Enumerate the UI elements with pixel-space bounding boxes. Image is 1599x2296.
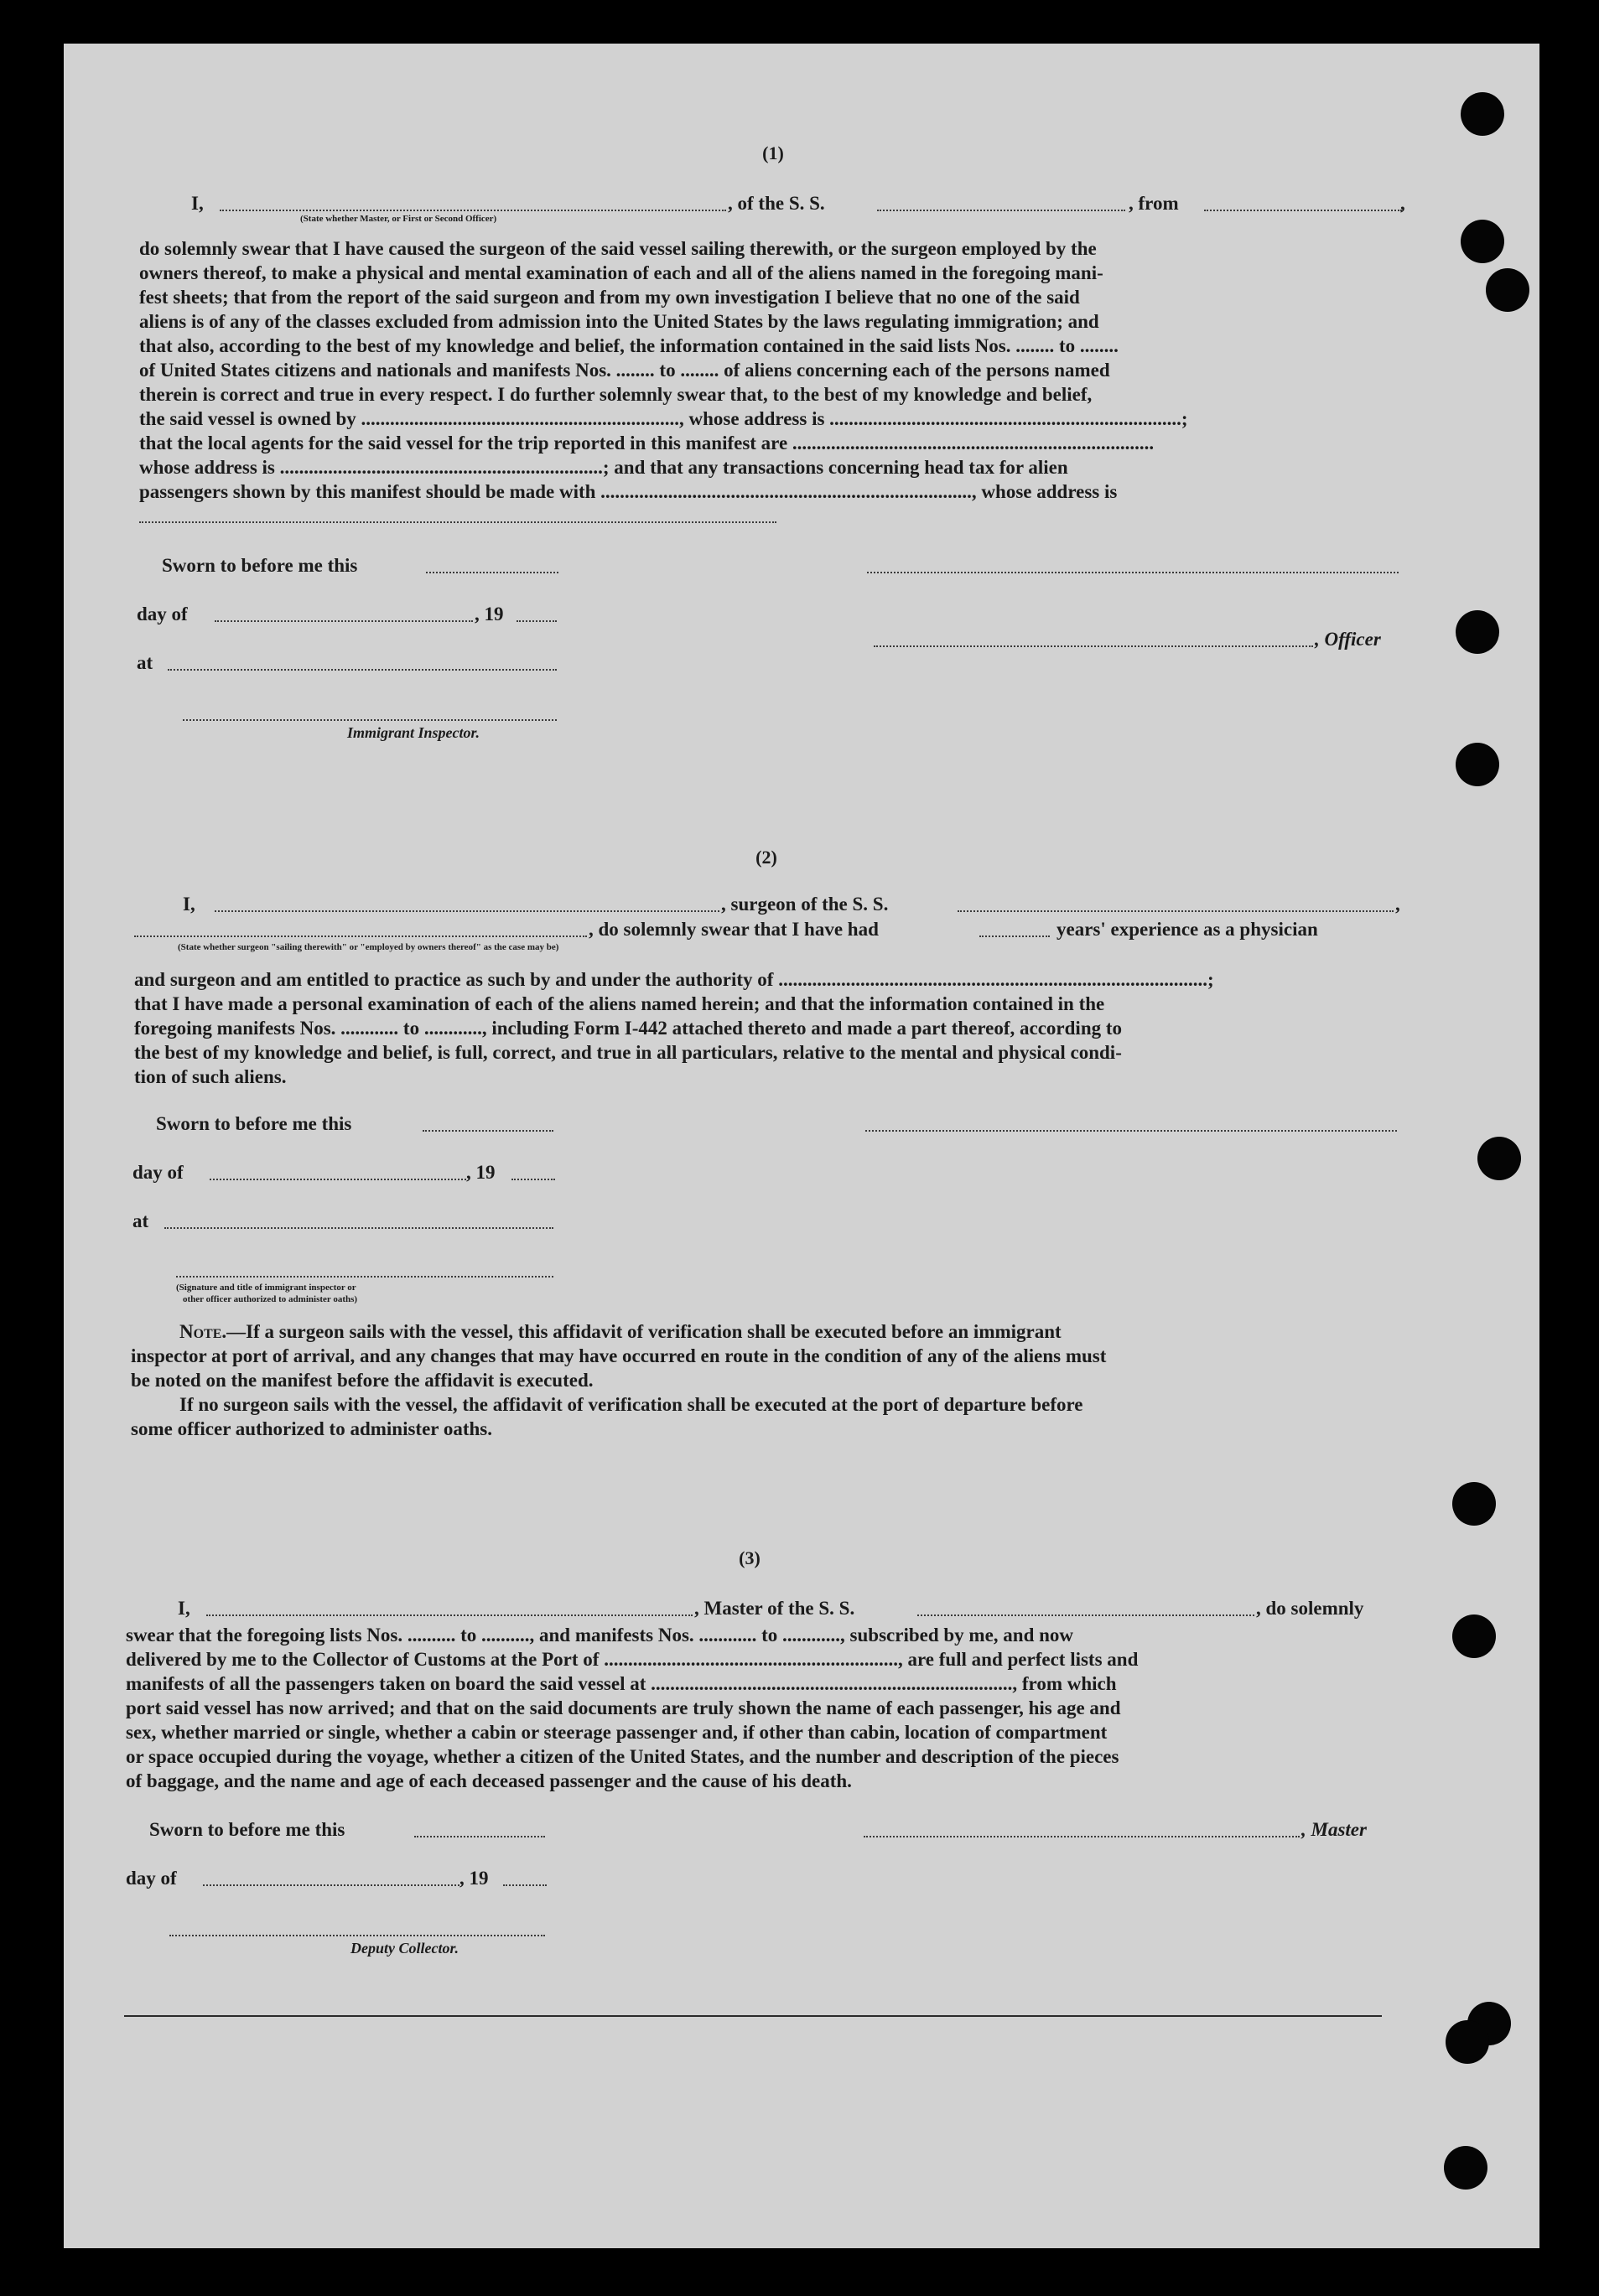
punch-hole [1477,1137,1521,1180]
section-3-line: manifests of all the passengers taken on board the said vessel at ..........................................................................., from which [126,1673,1117,1694]
note-first-line [131,1319,1397,1344]
section-1-line: the said vessel is owned by .................................................................., whose address is .........................................................................; [139,408,1188,429]
year-blank [517,620,557,622]
section-2-line: and surgeon and am entitled to practice as such by and under the authority of .........................................................................................; [134,969,1214,990]
year-label: , 19 [459,1868,489,1889]
swear-label: , do solemnly swear that I have had [589,919,879,940]
sworn-label: Sworn to before me this [162,555,358,576]
year-blank [511,1179,555,1180]
punch-hole [1461,92,1504,136]
at-blank [168,669,557,671]
punch-hole [1452,1482,1496,1526]
note-line: be noted on the manifest before the affidavit is executed. [131,1370,594,1391]
year-label: , 19 [466,1162,496,1183]
inspector-signature-blank [183,719,557,721]
punch-hole [1444,2146,1487,2190]
section-2-number: (2) [755,847,777,868]
section-1-line: of United States citizens and nationals and manifests Nos. ........ to ........ of aliens concerning each of the persons named [139,360,1110,381]
section-3-line: or space occupied during the voyage, whether a citizen of the United States, and the number and description of the pieces [126,1746,1119,1767]
vessel-name-blank [917,1614,1254,1616]
section-2-line: foregoing manifests Nos. ............ to ............, including Form I-442 attached thereto and made a part thereof, according to [134,1018,1123,1039]
oath-line-i: I, [191,193,204,214]
note-line: inspector at port of arrival, and any changes that may have occurred en route in the condition of any of the aliens must [131,1345,1107,1366]
at-blank [164,1227,553,1229]
note-line: some officer authorized to administer oaths. [131,1418,492,1439]
year-blank [503,1884,547,1886]
master-name-blank [206,1614,693,1616]
surgeon-note: (State whether surgeon "sailing therewith" or "employed by owners thereof" as the case may be) [178,942,559,952]
master-signature-blank [864,1836,1300,1837]
section-3-number: (3) [739,1547,761,1568]
section-2-body [134,967,1399,1089]
punch-hole [1486,268,1529,312]
master-name-blank [220,210,726,211]
bottom-rule [124,2015,1382,2017]
inspector-signature-blank [176,1276,553,1278]
surgeon-type-blank [134,936,587,937]
surgeon-signature-blank [865,1130,1397,1132]
sworn-date-blank [414,1836,545,1837]
sworn-label: Sworn to before me this [156,1113,352,1134]
sworn-label: Sworn to before me this [149,1819,345,1840]
deputy-signature-blank [169,1935,545,1936]
from-port-blank [1204,210,1402,211]
note-line: If no surgeon sails with the vessel, the affidavit of verification shall be executed at the port of departure before [179,1394,1083,1415]
comma: , [1400,193,1405,214]
section-1-line: whose address is ...................................................................; and that any transactions concerning head tax for alien [139,457,1068,478]
section-1-line: therein is correct and true in every respect. I do further solemnly swear that, to the best of my knowledge and belief, [139,384,1093,405]
of-the-ss-label: , of the S. S. [728,193,825,214]
officer-label: , Officer [1315,629,1381,650]
note-line: —If a surgeon sails with the vessel, this affidavit of verification shall be executed before an immigrant [226,1321,1062,1342]
section-3-line: sex, whether married or single, whether a cabin or steerage passenger and, if other than cabin, location of compartment [126,1722,1108,1743]
day-of-blank [210,1179,466,1180]
deputy-caption: Deputy Collector. [350,1940,459,1957]
master-ss-label: , Master of the S. S. [694,1598,855,1619]
punch-hole [1456,743,1499,786]
punch-hole [1461,220,1504,263]
section-3-line: of baggage, and the name and age of each deceased passenger and the cause of his death. [126,1770,852,1791]
day-of-blank [203,1884,459,1886]
officer-signature-blank [867,572,1399,573]
note-label: Note. [179,1321,227,1342]
section-3-body [126,1623,1394,1793]
day-of-label: day of [132,1162,184,1183]
section-3-line: port said vessel has now arrived; and that on the said documents are truly shown the name of each passenger, his age and [126,1697,1121,1718]
address-blank [139,521,776,523]
day-of-label: day of [126,1868,177,1889]
vessel-name-blank [877,210,1125,211]
master-note: (State whether Master, or First or Second Officer) [300,214,497,224]
surgeon-label: , surgeon of the S. S. [721,894,889,915]
punch-hole [1452,1614,1496,1658]
years-blank [979,936,1050,937]
vessel-name-blank [958,910,1394,912]
section-1-number: (1) [762,143,784,163]
section-2-line: tion of such aliens. [134,1066,287,1087]
section-3-line: swear that the foregoing lists Nos. .......... to .........., and manifests Nos. ............ to ............, subscribed by me, and now [126,1625,1074,1646]
year-label: , 19 [475,604,504,625]
section-1-line: do solemnly swear that I have caused the surgeon of the said vessel sailing therewith, or the surgeon employed by the [139,238,1097,259]
surgeon-name-blank [215,910,719,912]
at-label: at [132,1210,149,1231]
signature-note: (Signature and title of immigrant inspector or [176,1283,356,1293]
comma: , [1395,894,1400,915]
do-solemnly-label: , do solemnly [1256,1598,1364,1619]
note-paragraph-2 [131,1392,1397,1441]
section-1-line: passengers shown by this manifest should be made with ............................................................................., whose address is [139,481,1118,502]
at-label: at [137,652,153,673]
section-3-line: delivered by me to the Collector of Customs at the Port of ............................................................., are full and perfect lists and [126,1649,1139,1670]
oath-line-i: I, [183,894,195,915]
section-2-line: the best of my knowledge and belief, is full, correct, and true in all particulars, relative to the mental and physical condi- [134,1042,1122,1063]
punch-hole [1446,2020,1489,2064]
section-1-line: fest sheets; that from the report of the said surgeon and from my own investigation I believe that no one of the said [139,287,1080,308]
section-2-line: that I have made a personal examination of each of the aliens named herein; and that the information contained in the [134,993,1105,1014]
inspector-caption: Immigrant Inspector. [347,724,480,741]
punch-hole [1456,610,1499,654]
day-of-blank [215,620,473,622]
sworn-date-blank [423,1130,553,1132]
signature-note: other officer authorized to administer oaths) [183,1294,358,1304]
master-label: , Master [1301,1819,1367,1840]
section-1-line: that also, according to the best of my knowledge and belief, the information contained in the said lists Nos. ........ to ........ [139,335,1119,356]
section-1-line: that the local agents for the said vessel for the trip reported in this manifest are ........................................................................... [139,433,1155,453]
from-label: , from [1129,193,1179,214]
section-1-body [139,236,1404,504]
oath-line-i: I, [178,1598,190,1619]
section-1-line: aliens is of any of the classes excluded from admission into the United States by the laws regulating immigration; and [139,311,1099,332]
officer-blank [874,645,1313,647]
day-of-label: day of [137,604,188,625]
years-label: years' experience as a physician [1056,919,1318,940]
section-1-line: owners thereof, to make a physical and mental examination of each and all of the aliens named in the foregoing mani- [139,262,1103,283]
sworn-date-blank [426,572,558,573]
note-paragraph [131,1319,1397,1392]
